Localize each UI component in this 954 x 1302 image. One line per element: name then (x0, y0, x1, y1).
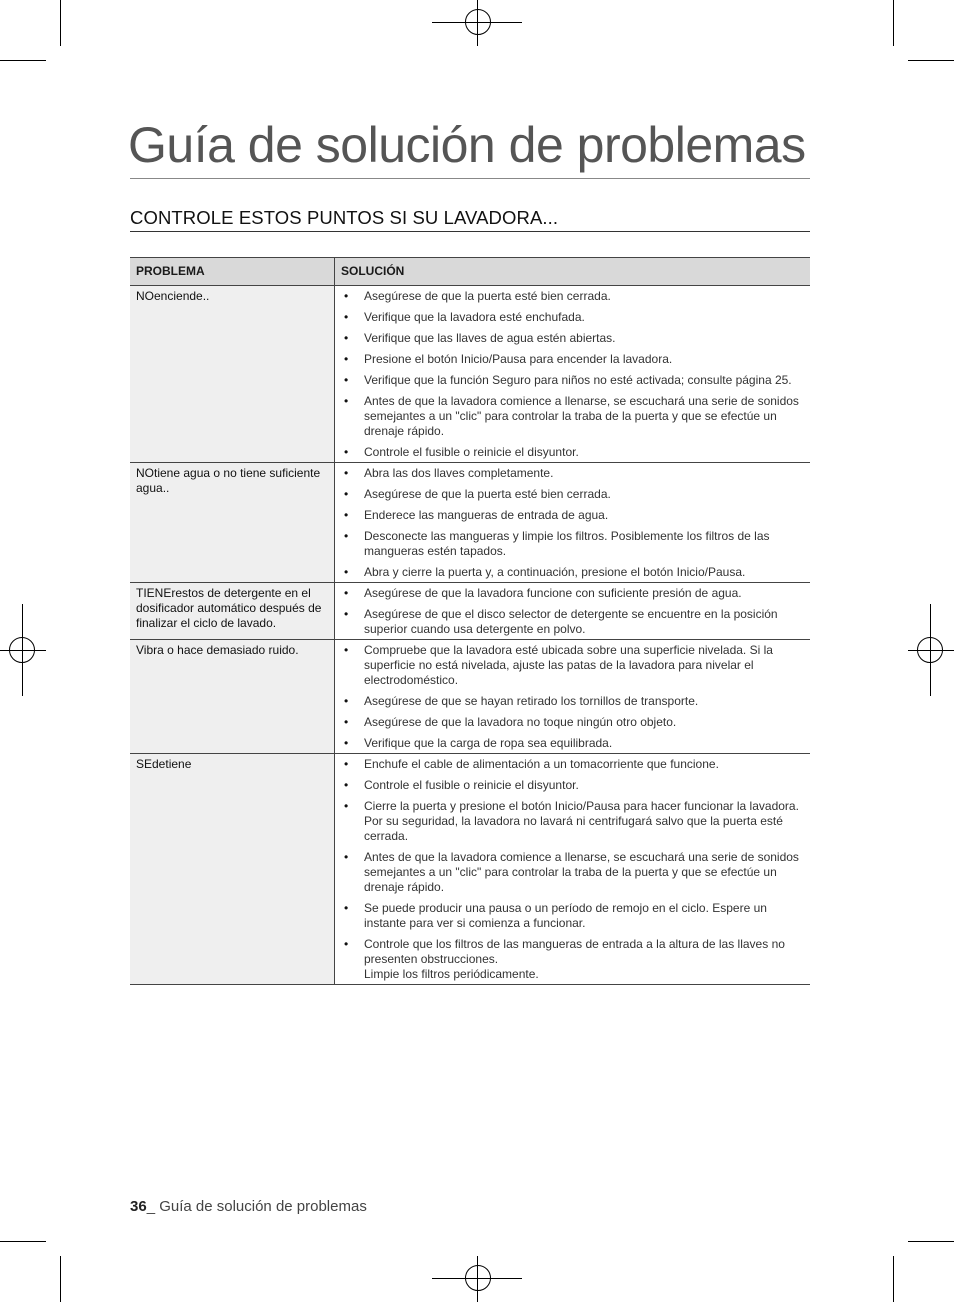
table-row (130, 583, 810, 640)
solution-item: • Asegúrese de que la lavadora no toque ningún otro objeto. (341, 715, 804, 730)
crop-mark (908, 60, 954, 61)
solution-item: • Antes de que la lavadora comience a llenarse, se escuchará una serie de sonidos semejantes a un "clic" para controlar la traba de la puerta y que se efectúe un drenaje rápido. (341, 394, 804, 439)
registration-circle (9, 637, 35, 663)
section-heading: CONTROLE ESTOS PUNTOS SI SU LAVADORA... (130, 207, 559, 228)
solution-cell (335, 754, 811, 985)
problem-cell: NOtiene agua o no tiene suficiente agua.. (130, 463, 335, 583)
solution-item: • Verifique que la lavadora esté enchufada. (341, 310, 804, 325)
table-row (130, 640, 810, 754)
solution-item: • Verifique que las llaves de agua estén abiertas. (341, 331, 804, 346)
column-header-solution: SOLUCIÓN (335, 258, 811, 286)
solution-item: • Abra y cierre la puerta y, a continuación, presione el botón Inicio/Pausa. (341, 565, 804, 580)
solution-cell (335, 286, 811, 463)
table-row (130, 286, 810, 463)
page-title: Guía de solución de problemas (128, 117, 806, 173)
solution-cell (335, 463, 811, 583)
solution-item: • Asegúrese de que la puerta esté bien cerrada. (341, 289, 804, 304)
solution-list (341, 466, 804, 580)
solution-cell (335, 583, 811, 640)
solution-item: • Asegúrese de que la puerta esté bien cerrada. (341, 487, 804, 502)
title-underline (130, 178, 810, 179)
page-number: 36 (130, 1198, 147, 1215)
solution-cell (335, 640, 811, 754)
solution-item: • Presione el botón Inicio/Pausa para encender la lavadora. (341, 352, 804, 367)
crop-mark (60, 1256, 61, 1302)
solution-item: • Se puede producir una pausa o un período de remojo en el ciclo. Espere un instante para ver si comienza a funcionar. (341, 901, 804, 931)
solution-item: • Asegúrese de que el disco selector de detergente se encuentre en la posición superior cuando usa detergente en polvo. (341, 607, 804, 637)
solution-item: • Asegúrese de que se hayan retirado los tornillos de transporte. (341, 694, 804, 709)
solution-item: • Controle el fusible o reinicie el disyuntor. (341, 778, 804, 793)
registration-circle (917, 637, 943, 663)
solution-item: • Controle que los filtros de las mangueras de entrada a la altura de las llaves no presenten obstrucciones. Limpie los filtros periódicamente. (341, 937, 804, 982)
problem-cell: TIENErestos de detergente en el dosificador automático después de finalizar el ciclo de lavado. (130, 583, 335, 640)
section-divider (130, 231, 810, 232)
solution-item: • Antes de que la lavadora comience a llenarse, se escuchará una serie de sonidos semejantes a un "clic" para controlar la traba de la puerta y que se efectúe un drenaje rápido. (341, 850, 804, 895)
troubleshooting-table (130, 257, 810, 985)
solution-item: • Verifique que la función Seguro para niños no esté activada; consulte página 25. (341, 373, 804, 388)
solution-list (341, 586, 804, 637)
column-header-problem: PROBLEMA (130, 258, 335, 286)
solution-list (341, 757, 804, 982)
problem-cell: SEdetiene (130, 754, 335, 985)
footer-text: _ Guía de solución de problemas (146, 1198, 367, 1215)
crop-mark (893, 1256, 894, 1302)
solution-item: • Asegúrese de que la lavadora funcione con suficiente presión de agua. (341, 586, 804, 601)
problem-cell: NOenciende.. (130, 286, 335, 463)
solution-item: • Desconecte las mangueras y limpie los filtros. Posiblemente los filtros de las mangueras estén tapados. (341, 529, 804, 559)
solution-item: • Enchufe el cable de alimentación a un tomacorriente que funcione. (341, 757, 804, 772)
crop-mark (60, 0, 61, 46)
registration-circle (465, 9, 491, 35)
table-row (130, 463, 810, 583)
solution-item: • Compruebe que la lavadora esté ubicada sobre una superficie nivelada. Si la superficie no está nivelada, ajuste las patas de la lavadora para nivelar el electrodoméstico. (341, 643, 804, 688)
crop-mark (0, 60, 46, 61)
table-row (130, 754, 810, 985)
solution-item: • Verifique que la carga de ropa sea equilibrada. (341, 736, 804, 751)
crop-mark (908, 1241, 954, 1242)
crop-mark (893, 0, 894, 46)
solution-item: • Controle el fusible o reinicie el disyuntor. (341, 445, 804, 460)
solution-list (341, 643, 804, 751)
solution-list (341, 289, 804, 460)
page-footer (130, 1198, 367, 1215)
registration-circle (465, 1265, 491, 1291)
solution-item: • Abra las dos llaves completamente. (341, 466, 804, 481)
solution-item: • Cierre la puerta y presione el botón Inicio/Pausa para hacer funcionar la lavadora. Por su seguridad, la lavadora no lavará ni centrifugará salvo que la puerta esté cerrada. (341, 799, 804, 844)
crop-mark (0, 1241, 46, 1242)
solution-item: • Enderece las mangueras de entrada de agua. (341, 508, 804, 523)
problem-cell: Vibra o hace demasiado ruido. (130, 640, 335, 754)
table-header-row (130, 258, 810, 286)
